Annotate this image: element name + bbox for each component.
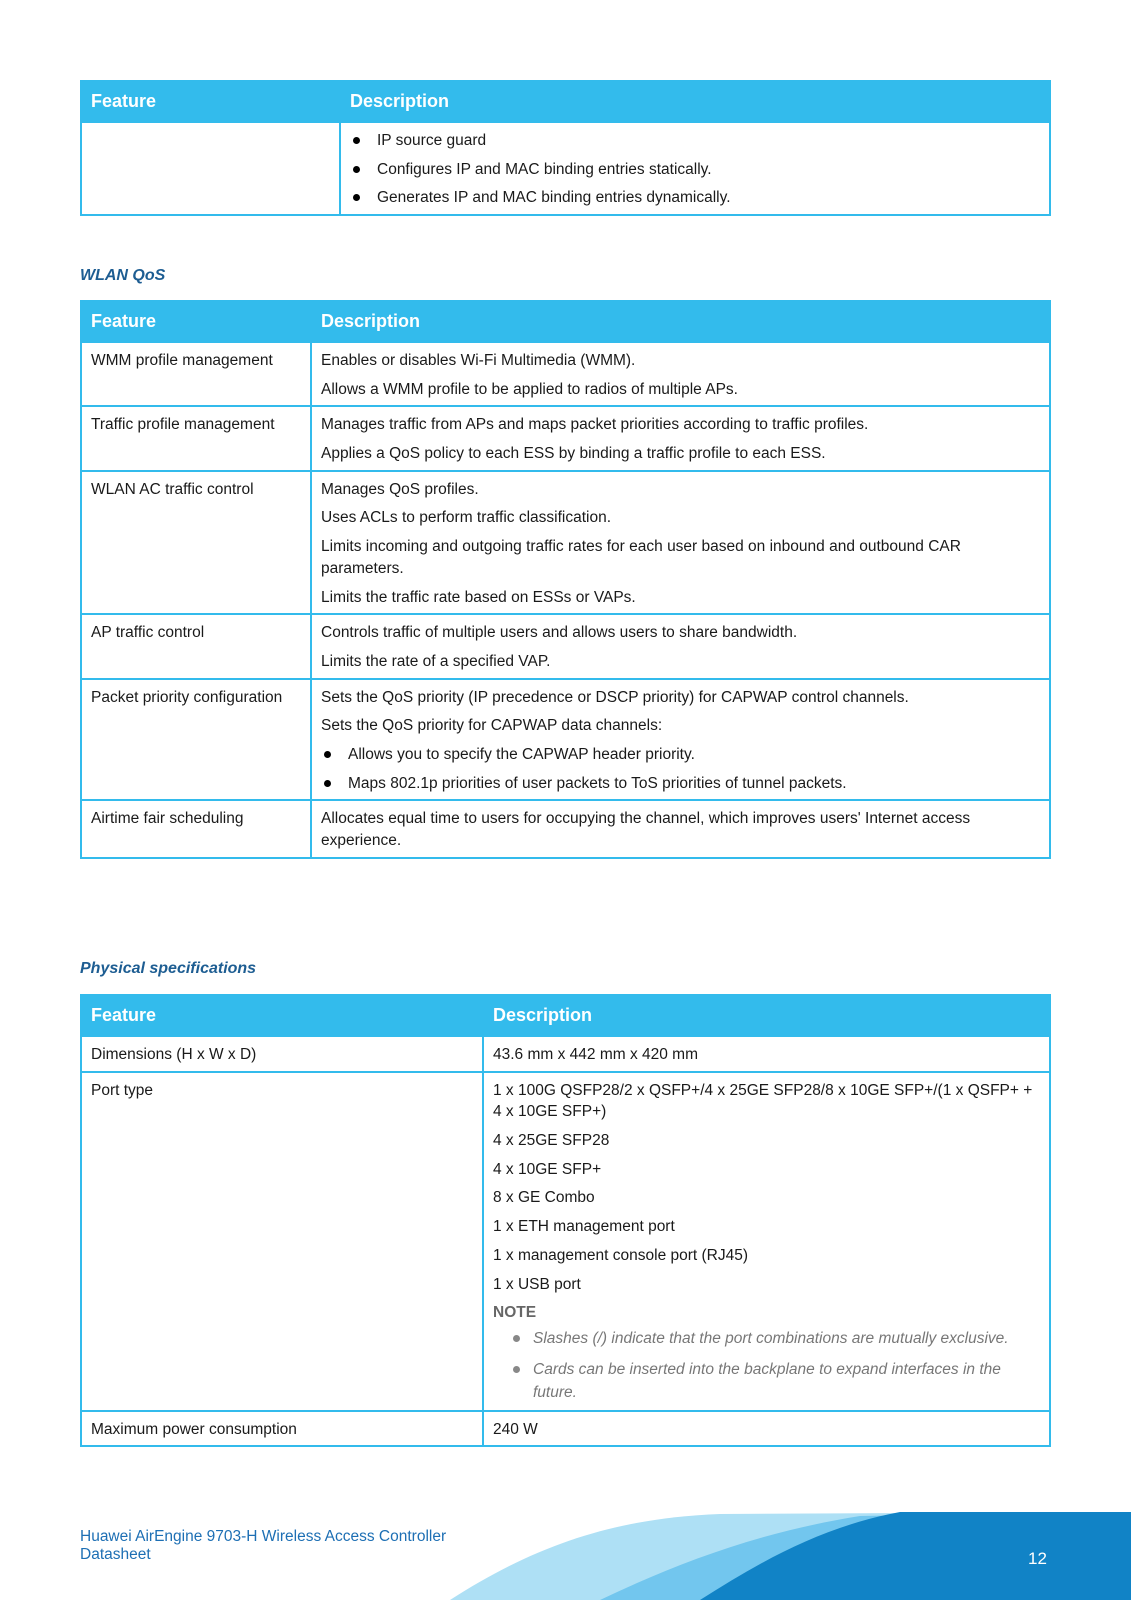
table-row <box>81 471 1050 614</box>
bullet-icon <box>513 1366 520 1373</box>
wlan-qos-table <box>80 300 1051 859</box>
table-row <box>81 122 1050 215</box>
physical-spec-table <box>80 994 1051 1447</box>
feature-cell: Dimensions (H x W x D) <box>81 1036 483 1072</box>
description-cell: 43.6 mm x 442 mm x 420 mm <box>483 1036 1050 1072</box>
feature-cell: Maximum power consumption <box>81 1411 483 1447</box>
header-description: Description <box>340 81 1050 122</box>
header-feature: Feature <box>81 995 483 1036</box>
feature-cell: Airtime fair scheduling <box>81 800 311 857</box>
description-cell: 1 x 100G QSFP28/2 x QSFP+/4 x 25GE SFP28/8 x 10GE SFP+/(1 x QSFP+ + 4 x 10GE SFP+) 4 x 25GE SFP28 4 x 10GE SFP+ 8 x GE Combo 1 x ETH management port 1 x management console port (RJ45) 1 x USB port NOTE Slashes (/) indicate that the port combinations are mutually exclusive. Cards can be inserted into the backplane to expand interfaces in the future. <box>483 1072 1050 1411</box>
feature-cell: WMM profile management <box>81 342 311 406</box>
bullet-item: IP source guard <box>350 130 1040 152</box>
bullet-item: Allows you to specify the CAPWAP header priority. <box>321 744 1040 766</box>
table-row <box>81 614 1050 678</box>
description-cell: 240 W <box>483 1411 1050 1447</box>
description-cell: Sets the QoS priority (IP precedence or DSCP priority) for CAPWAP control channels. Sets the QoS priority for CAPWAP data channels: Allows you to specify the CAPWAP header priority. Maps 802.1p priorities of user packets to ToS priorities of tunnel packets. <box>311 679 1050 801</box>
feature-cell: AP traffic control <box>81 614 311 678</box>
description-cell: Manages traffic from APs and maps packet priorities according to traffic profiles. Applies a QoS policy to each ESS by binding a traffic profile to each ESS. <box>311 406 1050 470</box>
table-row <box>81 406 1050 470</box>
bullet-icon <box>324 751 331 758</box>
feature-cell: Traffic profile management <box>81 406 311 470</box>
table-row <box>81 1411 1050 1447</box>
feature-cell <box>81 122 340 215</box>
table-row <box>81 679 1050 801</box>
feature-cell: Port type <box>81 1072 483 1411</box>
header-feature: Feature <box>81 81 340 122</box>
note-item: Cards can be inserted into the backplane to expand interfaces in the future. <box>493 1358 1040 1405</box>
feature-cell: WLAN AC traffic control <box>81 471 311 614</box>
bullet-item: Configures IP and MAC binding entries statically. <box>350 159 1040 181</box>
header-description: Description <box>311 301 1050 342</box>
description-cell <box>340 122 1050 215</box>
page-number: 12 <box>1028 1549 1047 1568</box>
bullet-icon <box>353 137 360 144</box>
note-item: Slashes (/) indicate that the port combinations are mutually exclusive. <box>493 1327 1040 1350</box>
description-cell: Allocates equal time to users for occupying the channel, which improves users' Internet access experience. <box>311 800 1050 857</box>
footer-doc-title: Huawei AirEngine 9703-H Wireless Access Controller Datasheet <box>80 1528 447 1563</box>
table-row <box>81 1036 1050 1072</box>
table-row <box>81 1072 1050 1411</box>
description-cell: Manages QoS profiles. Uses ACLs to perform traffic classification. Limits incoming and outgoing traffic rates for each user based on inbound and outbound CAR parameters. Limits the traffic rate based on ESSs or VAPs. <box>311 471 1050 614</box>
section-heading-wlan-qos: WLAN QoS <box>80 267 166 284</box>
bullet-item: Maps 802.1p priorities of user packets to ToS priorities of tunnel packets. <box>321 773 1040 795</box>
bullet-icon <box>324 780 331 787</box>
description-cell: Enables or disables Wi-Fi Multimedia (WMM). Allows a WMM profile to be applied to radios of multiple APs. <box>311 342 1050 406</box>
bullet-icon <box>353 194 360 201</box>
section-heading-physical: Physical specifications <box>80 960 257 977</box>
note-label: NOTE <box>493 1304 537 1322</box>
table-row <box>81 342 1050 406</box>
continued-table <box>80 80 1051 216</box>
bullet-item: Generates IP and MAC binding entries dynamically. <box>350 187 1040 209</box>
table-row <box>81 800 1050 857</box>
feature-cell: Packet priority configuration <box>81 679 311 801</box>
description-cell: Controls traffic of multiple users and allows users to share bandwidth. Limits the rate of a specified VAP. <box>311 614 1050 678</box>
bullet-icon <box>353 166 360 173</box>
header-description: Description <box>483 995 1050 1036</box>
bullet-icon <box>513 1335 520 1342</box>
header-feature: Feature <box>81 301 311 342</box>
